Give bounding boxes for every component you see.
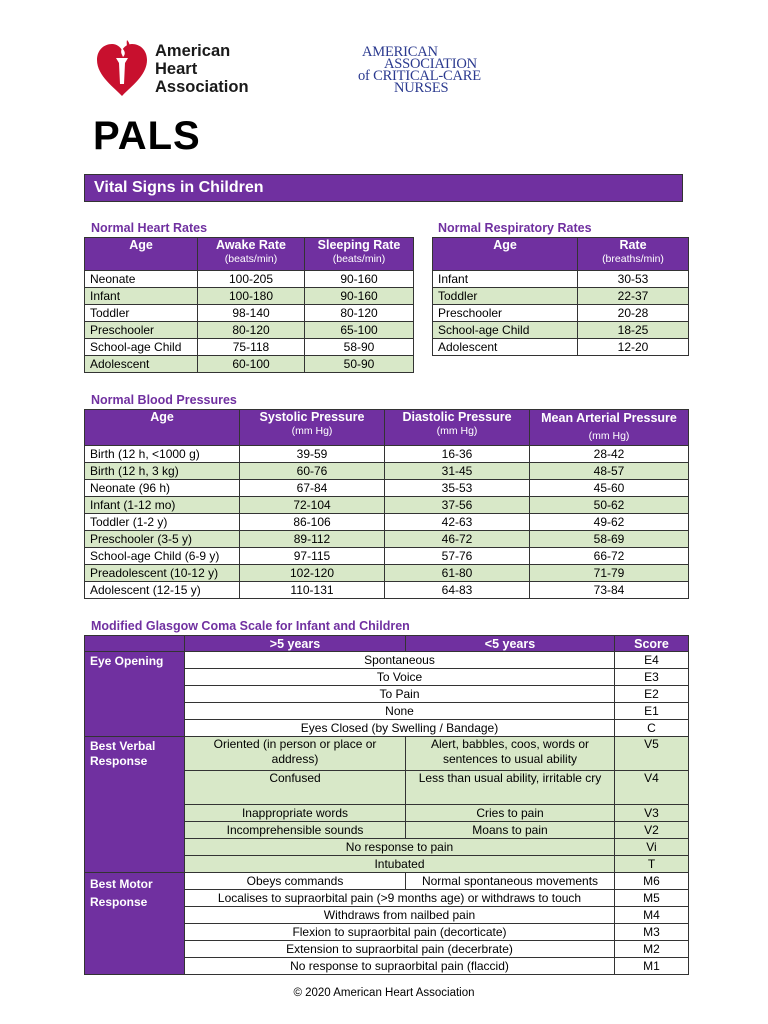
heart-rates-title: Normal Heart Rates bbox=[91, 221, 208, 235]
heart-torch-icon bbox=[93, 36, 151, 98]
gcs-category-motor: Best Motor Response bbox=[85, 873, 185, 975]
blood-pressure-title: Normal Blood Pressures bbox=[91, 393, 237, 407]
col-header-age: Age bbox=[85, 238, 198, 271]
table-row: Extension to supraorbital pain (decerbrate) M2 bbox=[85, 941, 689, 958]
table-row: Localises to supraorbital pain (>9 months age) or withdraws to touch M5 bbox=[85, 890, 689, 907]
table-row: Intubated T bbox=[85, 856, 689, 873]
table-row: Confused Less than usual ability, irritable cry V4 bbox=[85, 771, 689, 805]
table-row: Infant 100-180 90-160 bbox=[85, 288, 414, 305]
table-row: To Pain E2 bbox=[85, 686, 689, 703]
aha-logo bbox=[93, 36, 263, 100]
table-row: Incomprehensible sounds Moans to pain V2 bbox=[85, 822, 689, 839]
heart-rates-table bbox=[84, 237, 414, 373]
table-row: Toddler 22-37 bbox=[433, 288, 689, 305]
col-header-under-5: <5 years bbox=[406, 636, 615, 652]
table-row: No response to supraorbital pain (flaccid) M1 bbox=[85, 958, 689, 975]
resp-rates-title: Normal Respiratory Rates bbox=[438, 221, 592, 235]
col-header-diastolic: Diastolic Pressure (mm Hg) bbox=[385, 410, 530, 446]
table-row: Adolescent 60-100 50-90 bbox=[85, 356, 414, 373]
aha-wordmark: American Heart Association bbox=[155, 42, 249, 96]
table-row: Adolescent 12-20 bbox=[433, 339, 689, 356]
table-row: To Voice E3 bbox=[85, 669, 689, 686]
copyright-footer: © 2020 American Heart Association bbox=[293, 987, 475, 999]
page-title: PALS bbox=[93, 114, 201, 158]
table-row: None E1 bbox=[85, 703, 689, 720]
table-row: Preschooler (3-5 y) 89-112 46-72 58-69 bbox=[85, 531, 689, 548]
col-header-rate: Rate (breaths/min) bbox=[578, 238, 689, 271]
col-header-map: Mean Arterial Pressure (mm Hg) bbox=[530, 410, 689, 446]
table-row: School-age Child 18-25 bbox=[433, 322, 689, 339]
table-row: Inappropriate words Cries to pain V3 bbox=[85, 805, 689, 822]
gcs-category-verbal: Best Verbal Response bbox=[85, 737, 185, 873]
table-row: Adolescent (12-15 y) 110-131 64-83 73-84 bbox=[85, 582, 689, 599]
table-row: Best Motor Response Obeys commands Normal spontaneous movements M6 bbox=[85, 873, 689, 890]
table-row: Neonate 100-205 90-160 bbox=[85, 271, 414, 288]
table-row: Infant (1-12 mo) 72-104 37-56 50-62 bbox=[85, 497, 689, 514]
table-row: Infant 30-53 bbox=[433, 271, 689, 288]
col-header-score: Score bbox=[615, 636, 689, 652]
gcs-table bbox=[84, 635, 689, 975]
gcs-category-eye: Eye Opening bbox=[85, 652, 185, 737]
table-row: Neonate (96 h) 67-84 35-53 45-60 bbox=[85, 480, 689, 497]
table-row: School-age Child (6-9 y) 97-115 57-76 66-72 bbox=[85, 548, 689, 565]
table-row: Best Verbal Response Oriented (in person or place or address) Alert, babbles, coos, words or sentences to usual ability V5 bbox=[85, 737, 689, 771]
table-row: Withdraws from nailbed pain M4 bbox=[85, 907, 689, 924]
section-banner: Vital Signs in Children bbox=[84, 174, 683, 202]
table-row: Preschooler 80-120 65-100 bbox=[85, 322, 414, 339]
table-row: Eyes Closed (by Swelling / Bandage) C bbox=[85, 720, 689, 737]
table-row: Preadolescent (10-12 y) 102-120 61-80 71-79 bbox=[85, 565, 689, 582]
col-header-awake: Awake Rate (beats/min) bbox=[198, 238, 305, 271]
table-row: Birth (12 h, 3 kg) 60-76 31-45 48-57 bbox=[85, 463, 689, 480]
table-row: School-age Child 75-118 58-90 bbox=[85, 339, 414, 356]
col-header-systolic: Systolic Pressure (mm Hg) bbox=[240, 410, 385, 446]
aacn-logo: AMERICAN ASSOCIATION of CRITICAL-CARE NURSES bbox=[358, 46, 481, 94]
col-header-age: Age bbox=[85, 410, 240, 446]
table-row: Preschooler 20-28 bbox=[433, 305, 689, 322]
table-row: No response to pain Vi bbox=[85, 839, 689, 856]
blood-pressure-table bbox=[84, 409, 689, 599]
resp-rates-table bbox=[432, 237, 689, 356]
col-header-sleeping: Sleeping Rate (beats/min) bbox=[305, 238, 414, 271]
table-row: Toddler (1-2 y) 86-106 42-63 49-62 bbox=[85, 514, 689, 531]
col-header-over-5: >5 years bbox=[185, 636, 406, 652]
table-row: Flexion to supraorbital pain (decorticate) M3 bbox=[85, 924, 689, 941]
col-header-age: Age bbox=[433, 238, 578, 271]
col-header-category bbox=[85, 636, 185, 652]
table-row: Eye Opening Spontaneous E4 bbox=[85, 652, 689, 669]
gcs-title: Modified Glasgow Coma Scale for Infant and Children bbox=[91, 619, 410, 633]
table-row: Toddler 98-140 80-120 bbox=[85, 305, 414, 322]
table-row: Birth (12 h, <1000 g) 39-59 16-36 28-42 bbox=[85, 446, 689, 463]
